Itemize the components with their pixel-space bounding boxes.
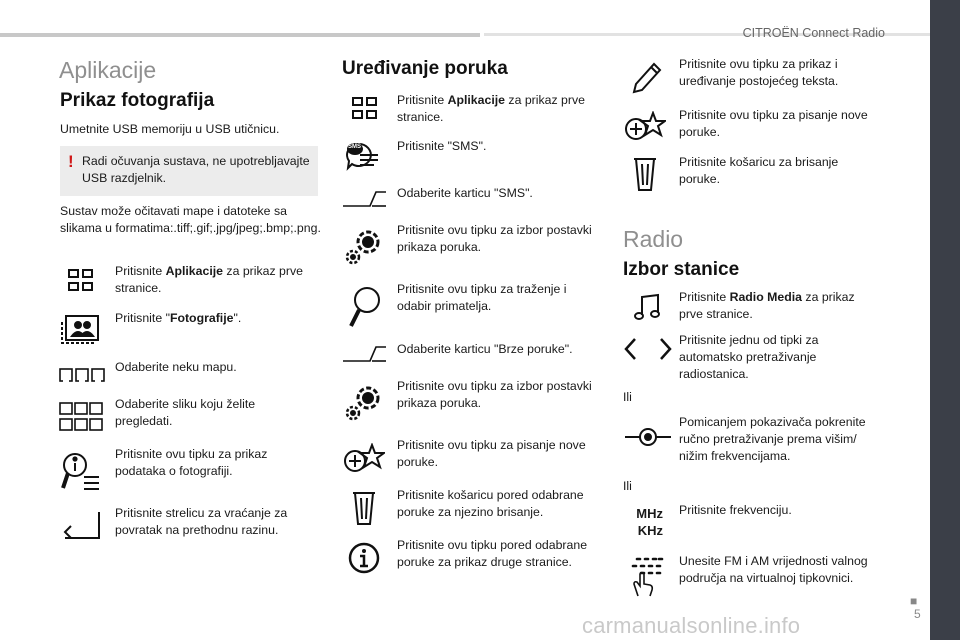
sms-icon [344, 140, 384, 172]
step-povratak: Pritisnite strelicu za vraćanje za povratak na prethodnu razinu. [115, 506, 288, 537]
step-radio-media: Pritisnite Radio Media za prikaz prve stranice. [679, 290, 855, 321]
mhz-label: MHz [636, 506, 663, 521]
sms-badge: SMS [348, 144, 362, 150]
info-icon [348, 542, 380, 574]
formats-text: Sustav može očitavati mape i datoteke sa slikama u formatima:.tiff;.gif;.jpg/jpeg;.bmp;.png. [60, 204, 321, 235]
keypad-icon [630, 556, 664, 598]
new-message-icon [624, 111, 666, 141]
step-druga-stranica: Pritisnite ovu tipku pored odabrane poruke za prikaz druge stranice. [397, 538, 588, 569]
music-note-icon [634, 293, 660, 321]
heading-izbor-stanice: Izbor stanice [623, 259, 740, 280]
step-mapa: Odaberite neku mapu. [115, 360, 237, 374]
header-title: CITROËN Connect Radio [742, 26, 885, 40]
trash-icon [633, 157, 657, 191]
step-trazenje: Pritisnite ovu tipku za traženje i odabir primatelja. [397, 282, 567, 313]
ili-2: Ili [623, 479, 632, 493]
step-aplikacije: Pritisnite Aplikacije za prikaz prve stranice. [115, 264, 303, 295]
grid-apps-icon [68, 268, 94, 294]
step-aplikacije-2: Pritisnite Aplikacije za prikaz prve stranice. [397, 93, 585, 124]
step-tipkovnica: Unesite FM i AM vrijednosti valnog područja na virtualnoj tipkovnici. [679, 554, 868, 585]
warning-text: Radi očuvanja sustava, ne upotrebljavajte USB razdjelnik. [82, 154, 310, 185]
photos-icon [61, 314, 99, 344]
step-brisanje: Pritisnite košaricu pored odabrane poruke za njezino brisanje. [397, 488, 584, 519]
frequency-icon [633, 505, 663, 539]
step-sms: Pritisnite "SMS". [397, 139, 487, 153]
heading-prikaz-fotografija: Prikaz fotografija [60, 90, 215, 111]
step-uredivanje: Pritisnite ovu tipku za prikaz i uređivanje postojećeg teksta. [679, 57, 839, 88]
step-frekvencija: Pritisnite frekvenciju. [679, 503, 792, 517]
tab-icon [342, 190, 388, 208]
new-message-icon [343, 443, 385, 473]
search-icon [347, 285, 383, 329]
step-postavke: Pritisnite ovu tipku za izbor postavki prikaza poruka. [397, 223, 592, 254]
step-automatsko: Pritisnite jednu od tipki za automatsko pretraživanje radiostanica. [679, 333, 819, 381]
ili-1: Ili [623, 390, 632, 404]
warning-mark: ! [68, 152, 74, 171]
step-kartica-sms: Odaberite karticu "SMS". [397, 186, 533, 200]
heading-uredivanje-poruka: Uređivanje poruka [342, 58, 508, 79]
step-fotografije: Pritisnite "Fotografije". [115, 311, 242, 325]
trash-icon [352, 491, 376, 525]
khz-label: KHz [637, 523, 663, 538]
step-slika: Odaberite sliku koju želite pregledati. [115, 397, 256, 428]
watermark: carmanualsonline.info [582, 613, 801, 638]
settings-icon [344, 382, 384, 422]
pencil-icon [630, 60, 664, 94]
header-rule [0, 33, 480, 37]
thumbnails-icon [59, 402, 103, 432]
step-nova-poruka-2: Pritisnite ovu tipku za pisanje nove poruke. [679, 108, 868, 139]
intro-text: Umetnite USB memoriju u USB utičnicu. [60, 122, 280, 136]
page-number: 5 [914, 607, 921, 621]
grid-apps-icon [352, 96, 378, 122]
step-rucno: Pomicanjem pokazivača pokrenite ručno pretraživanje prema višim/ nižim frekvencijama. [679, 415, 866, 463]
section-title-aplikacije: Aplikacije [59, 57, 157, 83]
back-arrow-icon [61, 510, 101, 540]
header-rule-right [484, 33, 960, 36]
chevrons-icon [624, 338, 672, 360]
slider-cursor-icon [624, 426, 672, 448]
settings-icon [344, 226, 384, 266]
section-title-radio: Radio [623, 226, 684, 252]
step-nova-poruka: Pritisnite ovu tipku za pisanje nove poruke. [397, 438, 586, 469]
info-search-icon [61, 451, 101, 493]
side-bar [930, 0, 960, 640]
warning-box [60, 146, 318, 196]
folders-icon [59, 367, 105, 383]
step-brze-poruke: Odaberite karticu "Brze poruke". [397, 342, 573, 356]
step-podaci: Pritisnite ovu tipku za prikaz podataka o fotografiji. [115, 447, 268, 478]
step-postavke-2: Pritisnite ovu tipku za izbor postavki prikaza poruka. [397, 379, 592, 410]
step-brisanje-poruke: Pritisnite košaricu za brisanje poruke. [679, 155, 839, 186]
tab-icon [342, 345, 388, 363]
page-marker: ■ [910, 594, 918, 608]
